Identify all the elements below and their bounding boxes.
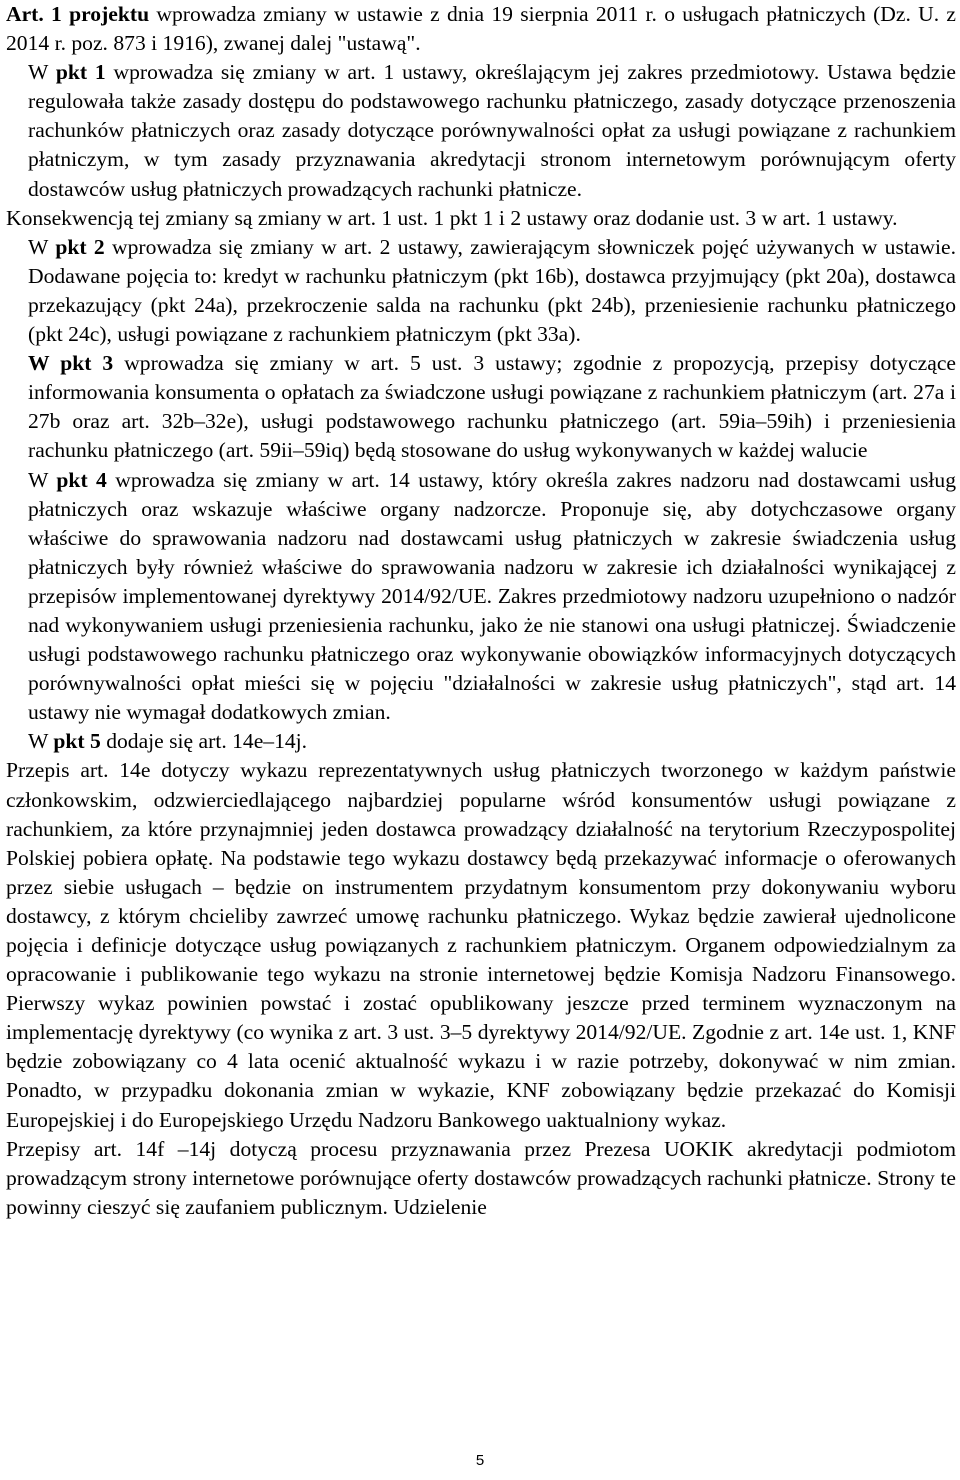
text-run: Konsekwencją tej zmiany są zmiany w art. 1 ust. 1 pkt 1 i 2 ustawy oraz dodanie ust. 3 w art. 1 ustawy. — [6, 205, 898, 230]
text-run: Przepis art. 14e dotyczy wykazu reprezentatywnych usług płatniczych tworzonego w każdym państwie członkowskim, odzwierciedlającego najbardziej popularne wśród konsumentów usługi powiązane z rachunkiem, za które przynajmniej jeden dostawca prowadzący działalność na terytorium Rzeczypospolitej Polskiej pobiera opłatę. Na podstawie tego wykazu dostawcy będą przekazywać informacje o oferowanych przez siebie usługach – będzie on instrumentem przydatnym konsumentom przy dokonywaniu wyboru dostawcy, z którym chcieliby zawrzeć umowę rachunku płatniczego. Wykaz będzie zawierał ujednolicone pojęcia i definicje dotyczące usług powiązanych z rachunkiem płatniczym. Organem odpowiedzialnym za opracowanie i publikowanie tego wykazu na stronie internetowej będzie Komisja Nadzoru Finansowego. Pierwszy wykaz powinien powstać i zostać opublikowany jeszcze przed terminem wyznaczonym na implementację dyrektywy (co wynika z art. 3 ust. 3–5 dyrektywy 2014/92/UE. Zgodnie z art. 14e ust. 1, KNF będzie zobowiązany co 4 lata ocenić aktualność wykazu i w razie potrzeby, dokonywać w nim zmian. Ponadto, w przypadku dokonania zmian w wykazie, KNF zobowiązany będzie przekazać do Komisji Europejskiej i do Europejskiego Urzędu Nadzoru Bankowego uaktualniony wykaz. — [6, 758, 956, 1132]
text-run: Przepisy art. 14f –14j dotyczą procesu przyznawania przez Prezesa UOKIK akredytacji podmiotom prowadzącym strony internetowe porównujące oferty dostawców prowadzących rachunki płatnicze. Strony te powinny cieszyć się zaufaniem publicznym. Udzielenie — [6, 1136, 956, 1219]
page-number: 5 — [475, 1452, 485, 1469]
text-run: wprowadza się zmiany w art. 2 ustawy, zawierającym słowniczek pojęć używanych w ustawie. Dodawane pojęcia to: kredyt w rachunku płatniczym (pkt 16b), dostawca przyjmujący (pkt 20a), dostawca przekazujący (pkt 24a), przekroczenie salda na rachunku (pkt 24b), przeniesienie rachunku płatniczego (pkt 24c), usługi powiązane z rachunkiem płatniczym (pkt 33a). — [28, 234, 957, 347]
paragraph — [6, 204, 956, 233]
text-run: W — [28, 729, 54, 754]
paragraph — [6, 0, 956, 58]
bold-run: W pkt 3 — [28, 351, 114, 376]
text-run: W — [28, 60, 56, 85]
paragraph — [6, 756, 956, 1134]
paragraph — [6, 727, 956, 756]
bold-run: pkt 4 — [56, 467, 107, 492]
bold-run: pkt 5 — [53, 729, 101, 754]
text-run: dodaje się art. 14e–14j. — [100, 729, 308, 754]
text-run: wprowadza się zmiany w art. 1 ustawy, określającym jej zakres przedmiotowy. Ustawa będzie regulowała także zasady dostępu do podstawowego rachunku płatniczego, zasady dotyczące przenoszenia rachunków płatniczych oraz zasady dotyczące porównywalności opłat za usługi powiązane z rachunkiem płatniczym, w tym zasady przyznawania akredytacji stronom internetowym porównującym oferty dostawców usług płatniczych prowadzących rachunki płatnicze. — [28, 60, 956, 201]
paragraph — [6, 466, 956, 728]
paragraph — [6, 58, 956, 203]
text-run: W — [28, 234, 56, 259]
text-run: wprowadza się zmiany w art. 14 ustawy, który określa zakres nadzoru nad dostawcami usług płatniczych oraz wskazuje właściwe organy nadzorcze. Proponuje się, aby dotychczasowe organy właściwe do sprawowania nadzoru nad dostawcami usług płatniczych w zakresie świadczenia usług płatniczych były również właściwe do sprawowania nadzoru w zakresie ich działalności wynikającej z przepisów implementowanej dyrektywy 2014/92/UE. Zakres przedmiotowy nadzoru uzupełniono o nadzór nad wykonywaniem usługi przeniesienia rachunku, jako że nie stanowi ona usługi płatniczej. Świadczenie usługi podstawowego rachunku płatniczego oraz wykonywanie obowiązków informacyjnych dotyczących porównywalności opłat mieści się w pojęciu "działalności w zakresie usług płatniczych", stąd art. 14 ustawy nie wymagał dodatkowych zmian. — [28, 467, 957, 725]
bold-run: Art. 1 projektu — [6, 2, 150, 26]
paragraph — [6, 1135, 956, 1222]
bold-run: pkt 1 — [55, 60, 106, 85]
document-page — [6, 0, 956, 1222]
paragraph — [6, 233, 956, 349]
text-run: W — [28, 467, 57, 492]
text-run: wprowadza się zmiany w art. 5 ust. 3 ustawy; zgodnie z propozycją, przepisy dotyczące informowania konsumenta o opłatach za świadczone usługi powiązane z rachunkiem płatniczym (art. 27a i 27b oraz art. 32b–32e), usługi podstawowego rachunku płatniczego (art. 59ia–59ih) i przeniesienia rachunku płatniczego (art. 59ii–59iq) będą stosowane do usług wykonywanych w każdej walucie — [28, 351, 956, 463]
bold-run: pkt 2 — [55, 234, 105, 259]
paragraph — [6, 349, 956, 465]
text-run: wprowadza zmiany w ustawie z dnia 19 sierpnia 2011 r. o usługach płatniczych (Dz. U. z 2014 r. poz. 873 i 1916), zwanej dalej "ustawą". — [6, 2, 956, 56]
